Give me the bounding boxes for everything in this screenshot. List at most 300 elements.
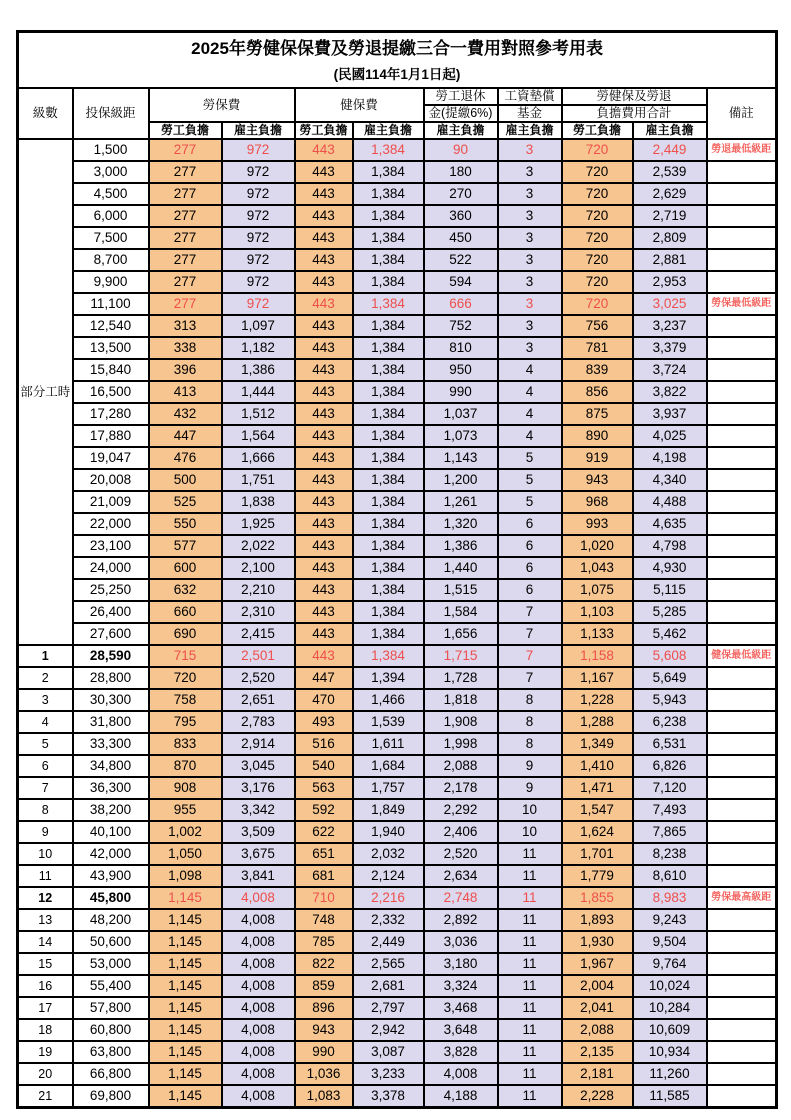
table-row <box>18 403 777 425</box>
cell-health-employer: 2,216 <box>353 887 424 909</box>
cell-total-employee: 919 <box>562 447 633 469</box>
cell-total-employer: 3,025 <box>633 293 707 315</box>
cell-salary-bracket: 31,800 <box>73 711 149 733</box>
cell-health-employee: 443 <box>295 271 353 293</box>
cell-wage-fund-employer: 3 <box>498 249 562 271</box>
cell-health-employer: 2,681 <box>353 975 424 997</box>
table-row <box>18 271 777 293</box>
table-row <box>18 601 777 623</box>
cell-wage-fund-employer: 8 <box>498 689 562 711</box>
cell-total-employee: 1,547 <box>562 799 633 821</box>
cell-labor-employee: 955 <box>149 799 222 821</box>
cell-health-employer: 1,384 <box>353 645 424 667</box>
cell-health-employee: 681 <box>295 865 353 887</box>
cell-salary-bracket: 25,250 <box>73 579 149 601</box>
cell-health-employee: 443 <box>295 579 353 601</box>
cell-health-employer: 1,384 <box>353 447 424 469</box>
table-row <box>18 425 777 447</box>
cell-total-employer: 9,764 <box>633 953 707 975</box>
cell-remark <box>707 1019 777 1041</box>
cell-health-employer: 1,384 <box>353 161 424 183</box>
col-header-salary-bracket: 投保級距 <box>73 88 149 139</box>
cell-remark <box>707 447 777 469</box>
cell-salary-bracket: 40,100 <box>73 821 149 843</box>
cell-pension-employer: 1,073 <box>424 425 498 447</box>
subheader-labor-employer: 雇主負擔 <box>222 122 295 139</box>
cell-total-employee: 720 <box>562 249 633 271</box>
cell-labor-employer: 4,008 <box>222 1063 295 1085</box>
cell-salary-bracket: 36,300 <box>73 777 149 799</box>
subheader-total-employer: 雇主負擔 <box>633 122 707 139</box>
cell-remark <box>707 469 777 491</box>
cell-health-employer: 1,384 <box>353 227 424 249</box>
cell-remark <box>707 227 777 249</box>
cell-health-employer: 1,394 <box>353 667 424 689</box>
cell-health-employer: 3,378 <box>353 1085 424 1108</box>
cell-labor-employer: 4,008 <box>222 931 295 953</box>
cell-labor-employee: 600 <box>149 557 222 579</box>
cell-health-employer: 2,332 <box>353 909 424 931</box>
table-row <box>18 975 777 997</box>
cell-total-employee: 720 <box>562 293 633 315</box>
cell-wage-fund-employer: 6 <box>498 535 562 557</box>
cell-labor-employer: 2,210 <box>222 579 295 601</box>
cell-total-employee: 1,075 <box>562 579 633 601</box>
cell-labor-employee: 525 <box>149 491 222 513</box>
cell-pension-employer: 1,037 <box>424 403 498 425</box>
col-header-total-line2: 負擔費用合計 <box>562 105 707 122</box>
table-row <box>18 227 777 249</box>
cell-pension-employer: 3,468 <box>424 997 498 1019</box>
cell-health-employee: 822 <box>295 953 353 975</box>
cell-remark <box>707 953 777 975</box>
cell-health-employee: 443 <box>295 425 353 447</box>
cell-wage-fund-employer: 5 <box>498 491 562 513</box>
cell-total-employer: 2,881 <box>633 249 707 271</box>
table-row <box>18 997 777 1019</box>
table-row <box>18 887 777 909</box>
cell-pension-employer: 1,908 <box>424 711 498 733</box>
table-row <box>18 579 777 601</box>
cell-health-employee: 943 <box>295 1019 353 1041</box>
cell-level: 21 <box>18 1085 73 1108</box>
cell-salary-bracket: 6,000 <box>73 205 149 227</box>
cell-level: 12 <box>18 887 73 909</box>
table-row <box>18 1085 777 1108</box>
cell-salary-bracket: 33,300 <box>73 733 149 755</box>
cell-labor-employer: 1,097 <box>222 315 295 337</box>
cell-pension-employer: 1,998 <box>424 733 498 755</box>
cell-labor-employee: 277 <box>149 293 222 315</box>
cell-salary-bracket: 24,000 <box>73 557 149 579</box>
cell-labor-employee: 338 <box>149 337 222 359</box>
cell-wage-fund-employer: 11 <box>498 887 562 909</box>
cell-total-employee: 943 <box>562 469 633 491</box>
cell-health-employer: 1,384 <box>353 557 424 579</box>
cell-health-employer: 1,757 <box>353 777 424 799</box>
table-row <box>18 205 777 227</box>
cell-level: 5 <box>18 733 73 755</box>
table-row <box>18 491 777 513</box>
cell-remark <box>707 601 777 623</box>
header-row-1 <box>18 88 777 105</box>
table-row <box>18 667 777 689</box>
col-header-labor-insurance: 勞保費 <box>149 88 295 122</box>
cell-labor-employer: 1,925 <box>222 513 295 535</box>
cell-labor-employee: 277 <box>149 205 222 227</box>
col-header-pension-line1: 勞工退休 <box>424 88 498 105</box>
table-row <box>18 447 777 469</box>
cell-level: 4 <box>18 711 73 733</box>
cell-level: 20 <box>18 1063 73 1085</box>
table-row <box>18 843 777 865</box>
cell-labor-employer: 1,838 <box>222 491 295 513</box>
table-row <box>18 293 777 315</box>
cell-health-employer: 1,684 <box>353 755 424 777</box>
cell-wage-fund-employer: 11 <box>498 931 562 953</box>
table-row <box>18 1041 777 1063</box>
cell-total-employer: 10,609 <box>633 1019 707 1041</box>
cell-wage-fund-employer: 3 <box>498 139 562 161</box>
cell-pension-employer: 4,188 <box>424 1085 498 1108</box>
cell-remark <box>707 403 777 425</box>
cell-level: 8 <box>18 799 73 821</box>
cell-total-employee: 720 <box>562 227 633 249</box>
cell-total-employer: 11,260 <box>633 1063 707 1085</box>
cell-pension-employer: 2,520 <box>424 843 498 865</box>
cell-remark <box>707 381 777 403</box>
cell-salary-bracket: 28,590 <box>73 645 149 667</box>
cell-labor-employer: 1,666 <box>222 447 295 469</box>
cell-remark <box>707 425 777 447</box>
cell-wage-fund-employer: 4 <box>498 359 562 381</box>
cell-labor-employer: 1,182 <box>222 337 295 359</box>
cell-remark <box>707 535 777 557</box>
cell-health-employee: 859 <box>295 975 353 997</box>
cell-labor-employer: 972 <box>222 161 295 183</box>
cell-health-employee: 493 <box>295 711 353 733</box>
cell-labor-employer: 3,675 <box>222 843 295 865</box>
cell-wage-fund-employer: 11 <box>498 1085 562 1108</box>
cell-labor-employer: 3,509 <box>222 821 295 843</box>
cell-remark <box>707 931 777 953</box>
cell-remark <box>707 1085 777 1108</box>
cell-total-employer: 3,237 <box>633 315 707 337</box>
cell-pension-employer: 2,748 <box>424 887 498 909</box>
cell-health-employee: 443 <box>295 337 353 359</box>
cell-wage-fund-employer: 11 <box>498 1063 562 1085</box>
cell-total-employer: 8,238 <box>633 843 707 865</box>
cell-remark <box>707 513 777 535</box>
cell-labor-employee: 277 <box>149 139 222 161</box>
cell-remark <box>707 909 777 931</box>
cell-remark <box>707 249 777 271</box>
cell-labor-employer: 2,310 <box>222 601 295 623</box>
cell-wage-fund-employer: 11 <box>498 975 562 997</box>
cell-labor-employee: 476 <box>149 447 222 469</box>
table-row <box>18 161 777 183</box>
cell-remark <box>707 161 777 183</box>
cell-health-employee: 443 <box>295 403 353 425</box>
cell-salary-bracket: 9,900 <box>73 271 149 293</box>
cell-labor-employer: 3,342 <box>222 799 295 821</box>
cell-labor-employee: 277 <box>149 161 222 183</box>
cell-remark: 勞保最高級距 <box>707 887 777 909</box>
cell-level: 1 <box>18 645 73 667</box>
table-row <box>18 711 777 733</box>
cell-level: 6 <box>18 755 73 777</box>
cell-remark <box>707 799 777 821</box>
cell-total-employer: 5,285 <box>633 601 707 623</box>
cell-total-employee: 2,041 <box>562 997 633 1019</box>
cell-health-employer: 1,384 <box>353 491 424 513</box>
cell-wage-fund-employer: 3 <box>498 293 562 315</box>
cell-remark <box>707 755 777 777</box>
cell-level: 16 <box>18 975 73 997</box>
cell-remark <box>707 579 777 601</box>
cell-labor-employee: 870 <box>149 755 222 777</box>
cell-wage-fund-employer: 11 <box>498 865 562 887</box>
cell-salary-bracket: 53,000 <box>73 953 149 975</box>
cell-health-employer: 1,539 <box>353 711 424 733</box>
cell-labor-employee: 1,145 <box>149 997 222 1019</box>
cell-pension-employer: 1,818 <box>424 689 498 711</box>
cell-level: 3 <box>18 689 73 711</box>
cell-total-employee: 2,135 <box>562 1041 633 1063</box>
cell-total-employer: 11,585 <box>633 1085 707 1108</box>
cell-health-employer: 1,849 <box>353 799 424 821</box>
cell-total-employee: 890 <box>562 425 633 447</box>
cell-pension-employer: 3,648 <box>424 1019 498 1041</box>
cell-health-employer: 1,384 <box>353 381 424 403</box>
cell-total-employee: 968 <box>562 491 633 513</box>
subheader-pension-employer: 雇主負擔 <box>424 122 498 139</box>
table-row <box>18 139 777 161</box>
cell-total-employee: 756 <box>562 315 633 337</box>
cell-health-employee: 1,083 <box>295 1085 353 1108</box>
cell-labor-employer: 3,045 <box>222 755 295 777</box>
cell-health-employee: 443 <box>295 205 353 227</box>
cell-level: 17 <box>18 997 73 1019</box>
col-header-total-line1: 勞健保及勞退 <box>562 88 707 105</box>
col-header-wage-fund-line2: 基金 <box>498 105 562 122</box>
subheader-total-employee: 勞工負擔 <box>562 122 633 139</box>
cell-remark: 勞保最低級距 <box>707 293 777 315</box>
cell-labor-employer: 1,386 <box>222 359 295 381</box>
cell-level: 7 <box>18 777 73 799</box>
cell-salary-bracket: 30,300 <box>73 689 149 711</box>
cell-total-employee: 1,701 <box>562 843 633 865</box>
cell-salary-bracket: 1,500 <box>73 139 149 161</box>
cell-labor-employee: 632 <box>149 579 222 601</box>
cell-salary-bracket: 8,700 <box>73 249 149 271</box>
page-subtitle: (民國114年1月1日起) <box>333 67 461 82</box>
cell-health-employer: 1,384 <box>353 469 424 491</box>
cell-health-employer: 1,384 <box>353 293 424 315</box>
cell-pension-employer: 180 <box>424 161 498 183</box>
cell-labor-employer: 1,564 <box>222 425 295 447</box>
cell-health-employee: 443 <box>295 161 353 183</box>
cell-total-employer: 4,930 <box>633 557 707 579</box>
cell-wage-fund-employer: 6 <box>498 579 562 601</box>
cell-total-employee: 1,349 <box>562 733 633 755</box>
cell-labor-employee: 1,002 <box>149 821 222 843</box>
cell-total-employer: 9,243 <box>633 909 707 931</box>
cell-wage-fund-employer: 5 <box>498 447 562 469</box>
cell-level: 19 <box>18 1041 73 1063</box>
cell-pension-employer: 3,828 <box>424 1041 498 1063</box>
table-row <box>18 931 777 953</box>
cell-health-employer: 1,384 <box>353 623 424 645</box>
cell-total-employee: 1,967 <box>562 953 633 975</box>
cell-health-employee: 443 <box>295 249 353 271</box>
cell-total-employer: 6,531 <box>633 733 707 755</box>
cell-wage-fund-employer: 3 <box>498 227 562 249</box>
cell-remark <box>707 623 777 645</box>
cell-total-employer: 3,379 <box>633 337 707 359</box>
cell-labor-employee: 908 <box>149 777 222 799</box>
table-row <box>18 1063 777 1085</box>
cell-remark <box>707 777 777 799</box>
cell-salary-bracket: 17,280 <box>73 403 149 425</box>
cell-labor-employer: 3,841 <box>222 865 295 887</box>
cell-health-employer: 1,384 <box>353 205 424 227</box>
cell-labor-employee: 1,145 <box>149 1041 222 1063</box>
cell-health-employer: 1,611 <box>353 733 424 755</box>
cell-salary-bracket: 45,800 <box>73 887 149 909</box>
cell-labor-employer: 4,008 <box>222 1085 295 1108</box>
cell-remark: 健保最低級距 <box>707 645 777 667</box>
cell-salary-bracket: 60,800 <box>73 1019 149 1041</box>
cell-total-employer: 5,115 <box>633 579 707 601</box>
cell-pension-employer: 810 <box>424 337 498 359</box>
cell-total-employer: 4,198 <box>633 447 707 469</box>
cell-total-employer: 9,504 <box>633 931 707 953</box>
cell-total-employee: 720 <box>562 271 633 293</box>
cell-total-employer: 3,937 <box>633 403 707 425</box>
cell-health-employee: 443 <box>295 293 353 315</box>
cell-health-employee: 443 <box>295 557 353 579</box>
subheader-wage-fund-employer: 雇主負擔 <box>498 122 562 139</box>
cell-total-employee: 1,043 <box>562 557 633 579</box>
cell-total-employer: 10,284 <box>633 997 707 1019</box>
table-row <box>18 821 777 843</box>
table-row <box>18 645 777 667</box>
cell-labor-employer: 1,751 <box>222 469 295 491</box>
cell-labor-employee: 1,145 <box>149 909 222 931</box>
cell-total-employer: 3,822 <box>633 381 707 403</box>
cell-remark <box>707 821 777 843</box>
cell-level: 11 <box>18 865 73 887</box>
cell-labor-employee: 1,145 <box>149 975 222 997</box>
cell-wage-fund-employer: 10 <box>498 799 562 821</box>
title-row <box>18 32 777 89</box>
cell-health-employer: 1,466 <box>353 689 424 711</box>
table-row <box>18 777 777 799</box>
cell-labor-employee: 715 <box>149 645 222 667</box>
cell-health-employer: 2,124 <box>353 865 424 887</box>
cell-total-employee: 1,930 <box>562 931 633 953</box>
cell-remark <box>707 271 777 293</box>
cell-health-employer: 2,797 <box>353 997 424 1019</box>
cell-pension-employer: 1,656 <box>424 623 498 645</box>
cell-health-employer: 1,384 <box>353 315 424 337</box>
cell-total-employee: 1,410 <box>562 755 633 777</box>
cell-total-employer: 7,865 <box>633 821 707 843</box>
cell-labor-employer: 2,783 <box>222 711 295 733</box>
table-row <box>18 733 777 755</box>
cell-wage-fund-employer: 11 <box>498 909 562 931</box>
cell-health-employer: 3,233 <box>353 1063 424 1085</box>
cell-salary-bracket: 12,540 <box>73 315 149 337</box>
cell-total-employer: 6,238 <box>633 711 707 733</box>
cell-total-employee: 993 <box>562 513 633 535</box>
cell-health-employee: 592 <box>295 799 353 821</box>
cell-total-employer: 5,649 <box>633 667 707 689</box>
cell-labor-employer: 4,008 <box>222 1041 295 1063</box>
cell-health-employee: 470 <box>295 689 353 711</box>
cell-remark <box>707 1041 777 1063</box>
cell-health-employer: 1,384 <box>353 535 424 557</box>
cell-wage-fund-employer: 6 <box>498 557 562 579</box>
cell-total-employer: 8,983 <box>633 887 707 909</box>
cell-labor-employer: 4,008 <box>222 909 295 931</box>
cell-labor-employee: 1,145 <box>149 953 222 975</box>
cell-total-employer: 8,610 <box>633 865 707 887</box>
cell-wage-fund-employer: 3 <box>498 161 562 183</box>
table-row <box>18 623 777 645</box>
cell-wage-fund-employer: 4 <box>498 425 562 447</box>
cell-wage-fund-employer: 3 <box>498 183 562 205</box>
cell-wage-fund-employer: 11 <box>498 953 562 975</box>
cell-labor-employee: 277 <box>149 249 222 271</box>
cell-health-employer: 1,384 <box>353 359 424 381</box>
cell-labor-employee: 413 <box>149 381 222 403</box>
cell-labor-employer: 2,501 <box>222 645 295 667</box>
cell-total-employee: 1,167 <box>562 667 633 689</box>
table-row <box>18 909 777 931</box>
cell-health-employee: 540 <box>295 755 353 777</box>
cell-labor-employer: 3,176 <box>222 777 295 799</box>
cell-salary-bracket: 21,009 <box>73 491 149 513</box>
cell-wage-fund-employer: 8 <box>498 711 562 733</box>
cell-health-employee: 651 <box>295 843 353 865</box>
cell-labor-employee: 577 <box>149 535 222 557</box>
cell-labor-employee: 1,145 <box>149 1019 222 1041</box>
cell-salary-bracket: 17,880 <box>73 425 149 447</box>
cell-health-employee: 443 <box>295 601 353 623</box>
cell-salary-bracket: 19,047 <box>73 447 149 469</box>
cell-health-employer: 2,449 <box>353 931 424 953</box>
cell-health-employee: 443 <box>295 381 353 403</box>
cell-total-employee: 1,228 <box>562 689 633 711</box>
cell-pension-employer: 522 <box>424 249 498 271</box>
cell-health-employee: 896 <box>295 997 353 1019</box>
cell-total-employee: 856 <box>562 381 633 403</box>
cell-remark <box>707 733 777 755</box>
cell-labor-employee: 833 <box>149 733 222 755</box>
cell-total-employee: 1,133 <box>562 623 633 645</box>
table-row <box>18 359 777 381</box>
cell-salary-bracket: 27,600 <box>73 623 149 645</box>
cell-salary-bracket: 26,400 <box>73 601 149 623</box>
cell-total-employer: 7,120 <box>633 777 707 799</box>
cell-salary-bracket: 4,500 <box>73 183 149 205</box>
cell-labor-employer: 4,008 <box>222 953 295 975</box>
cell-labor-employee: 795 <box>149 711 222 733</box>
subheader-health-employee: 勞工負擔 <box>295 122 353 139</box>
cell-total-employer: 7,493 <box>633 799 707 821</box>
